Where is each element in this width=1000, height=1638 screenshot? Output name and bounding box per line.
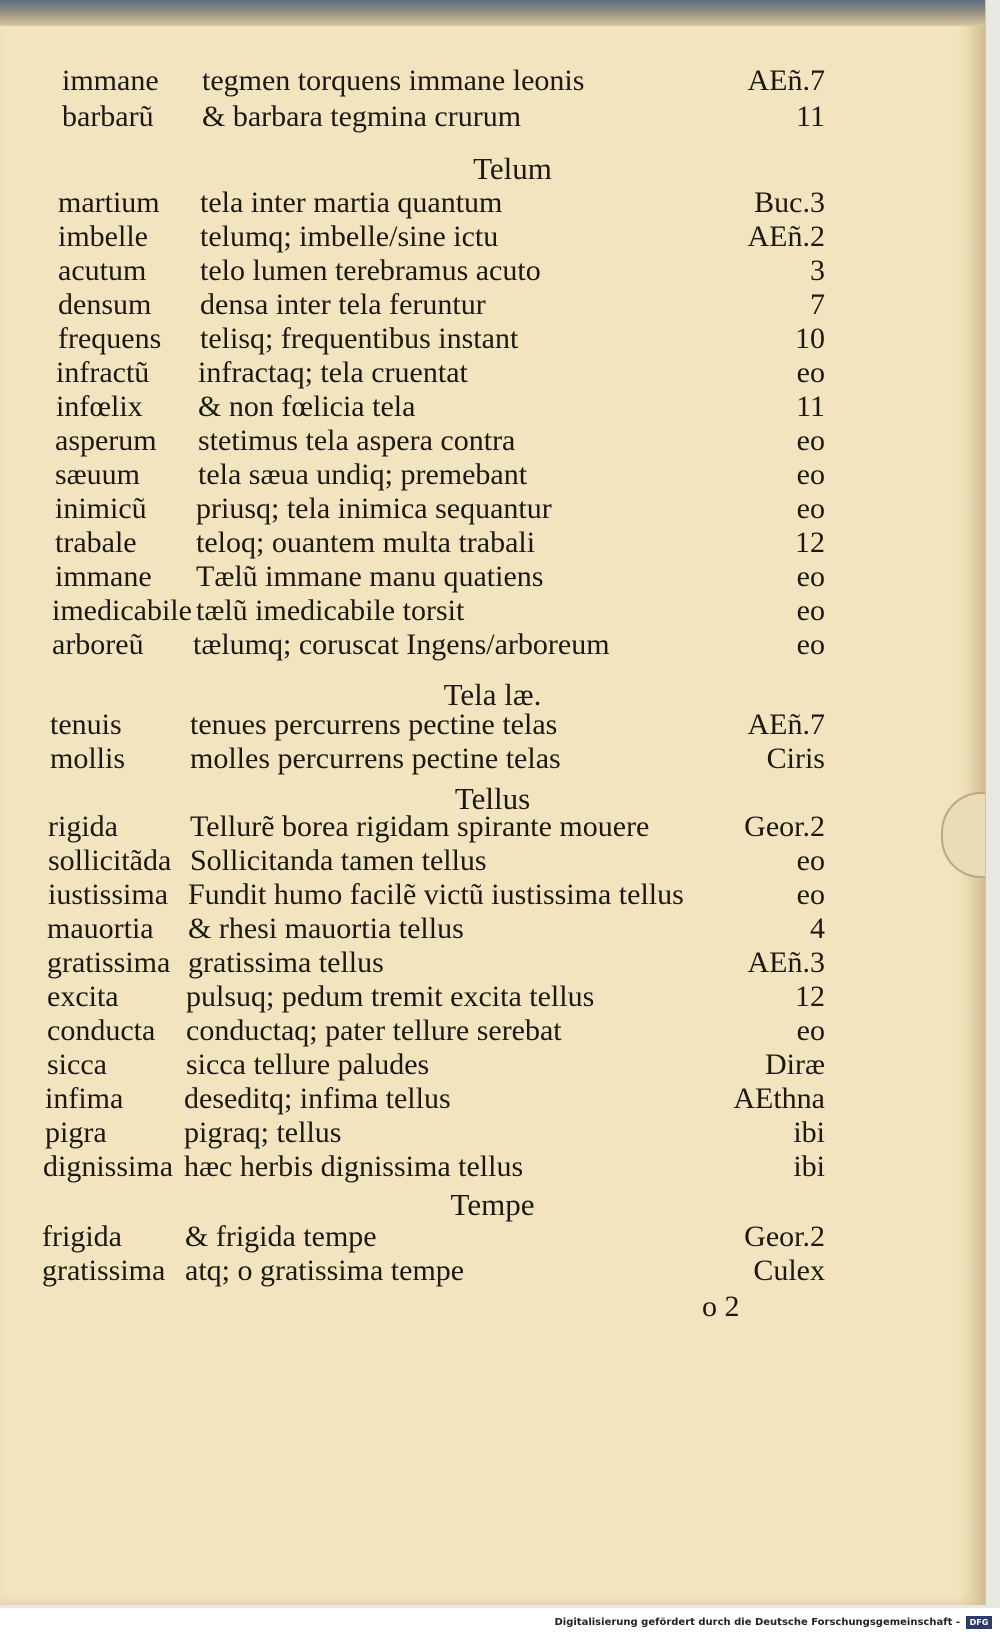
entry-row <box>0 1148 985 1186</box>
entry-row <box>0 1218 985 1256</box>
entry-headword: immane <box>62 64 159 97</box>
entry-quotation: tegmen torquens immane leonis <box>202 64 585 97</box>
entry-row <box>0 706 985 744</box>
entry-reference: eo <box>796 628 825 661</box>
entry-headword: imedicabile <box>52 594 192 627</box>
entry-quotation: stetimus tela aspera contra <box>198 424 516 457</box>
entry-row <box>0 320 985 358</box>
entry-quotation: tælũ imedicabile torsit <box>196 594 465 627</box>
entry-headword: inimicũ <box>55 492 147 525</box>
entry-row <box>0 456 985 494</box>
entry-reference: 4 <box>810 912 825 945</box>
entry-row <box>0 1252 985 1290</box>
entry-quotation: telo lumen terebramus acuto <box>200 254 541 287</box>
entry-reference: ibi <box>793 1116 825 1149</box>
entry-row <box>0 1046 985 1084</box>
entry-reference: eo <box>796 1014 825 1047</box>
entry-quotation: tela sæua undiq; premebant <box>198 458 528 491</box>
signature-mark: o 2 <box>702 1290 740 1323</box>
entry-row <box>0 62 985 100</box>
entry-reference: eo <box>796 844 825 877</box>
section-heading: Tela læ. <box>443 677 542 712</box>
entry-headword: sicca <box>47 1048 107 1081</box>
entry-headword: gratissima <box>47 946 171 979</box>
entry-quotation: tælumq; coruscat Ingens/arboreum <box>193 628 610 661</box>
entry-reference: 11 <box>796 100 825 133</box>
entry-quotation: molles percurrens pectine telas <box>190 742 561 775</box>
entry-reference: AEñ.2 <box>747 220 825 253</box>
entry-row <box>0 876 985 914</box>
entry-headword: rigida <box>48 810 118 843</box>
entry-row <box>0 422 985 460</box>
entry-headword: immane <box>55 560 152 593</box>
entry-reference: AEñ.7 <box>747 64 825 97</box>
entry-headword: martium <box>58 186 160 219</box>
entry-row <box>0 218 985 256</box>
entry-row <box>0 286 985 324</box>
entry-row <box>0 978 985 1016</box>
entry-quotation: conductaq; pater tellure serebat <box>186 1014 562 1047</box>
entry-reference: eo <box>796 594 825 627</box>
entry-headword: mauortia <box>47 912 154 945</box>
entry-quotation: Sollicitanda tamen tellus <box>190 844 487 877</box>
entry-reference: eo <box>796 356 825 389</box>
entry-quotation: teloq; ouantem multa trabali <box>196 526 536 559</box>
entry-headword: pigra <box>45 1116 107 1149</box>
entry-row <box>0 910 985 948</box>
section-heading: Telum <box>473 151 552 186</box>
entry-headword: sæuum <box>55 458 141 491</box>
entry-reference: 10 <box>795 322 825 355</box>
entry-row <box>0 808 985 846</box>
entry-headword: infœlix <box>56 390 143 423</box>
entry-quotation: tela inter martia quantum <box>200 186 503 219</box>
entry-reference: Culex <box>753 1254 825 1287</box>
entry-quotation: telisq; frequentibus instant <box>200 322 519 355</box>
entry-quotation: Fundit humo facilẽ victũ iustissima tellus <box>188 878 684 911</box>
entry-quotation: infractaq; tela cruentat <box>198 356 468 389</box>
entry-reference: eo <box>796 458 825 491</box>
entry-quotation: tenues percurrens pectine telas <box>190 708 558 741</box>
entry-reference: Ciris <box>766 742 825 775</box>
entry-reference: eo <box>796 424 825 457</box>
signature-line <box>0 1288 985 1326</box>
entry-row <box>0 1080 985 1118</box>
entry-quotation: gratissima tellus <box>188 946 384 979</box>
entry-reference: Diræ <box>765 1048 825 1081</box>
entry-row <box>0 1114 985 1152</box>
entry-headword: excita <box>47 980 119 1013</box>
entry-quotation: Tellurẽ borea rigidam spirante mouere <box>190 810 650 843</box>
entry-quotation: hæc herbis dignissima tellus <box>184 1150 524 1183</box>
dfg-logo: DFG <box>966 1616 992 1629</box>
entry-quotation: & barbara tegmina crurum <box>202 100 522 133</box>
footer-credit: Digitalisierung gefördert durch die Deutsche Forschungsgemeinschaft - <box>554 1617 960 1628</box>
entry-headword: infima <box>45 1082 124 1115</box>
page-top-edge <box>0 0 985 26</box>
entry-row <box>0 98 985 136</box>
entry-reference: 12 <box>795 526 825 559</box>
entry-reference: 7 <box>810 288 825 321</box>
entry-row <box>0 944 985 982</box>
entry-headword: frigida <box>42 1220 122 1253</box>
entry-row <box>0 558 985 596</box>
entry-row <box>0 388 985 426</box>
entry-quotation: & frigida tempe <box>185 1220 377 1253</box>
entry-row <box>0 354 985 392</box>
entry-row <box>0 524 985 562</box>
entry-quotation: telumq; imbelle/sine ictu <box>200 220 499 253</box>
entry-reference: Geor.2 <box>744 810 825 843</box>
entry-quotation: deseditq; infima tellus <box>184 1082 451 1115</box>
entry-row <box>0 1012 985 1050</box>
entry-quotation: & rhesi mauortia tellus <box>188 912 464 945</box>
entry-row <box>0 842 985 880</box>
section-heading: Tempe <box>450 1187 535 1222</box>
entry-headword: mollis <box>50 742 126 775</box>
entry-reference: 11 <box>796 390 825 423</box>
entry-quotation: atq; o gratissima tempe <box>185 1254 465 1287</box>
entry-row <box>0 490 985 528</box>
entry-reference: AEñ.3 <box>747 946 825 979</box>
entry-reference: ibi <box>793 1150 825 1183</box>
entry-reference: 12 <box>795 980 825 1013</box>
entry-quotation: priusq; tela inimica sequantur <box>196 492 552 525</box>
entry-quotation: sicca tellure paludes <box>186 1048 430 1081</box>
entry-row <box>0 184 985 222</box>
entry-headword: acutum <box>58 254 147 287</box>
entry-headword: dignissima <box>43 1150 174 1183</box>
entry-reference: AEthna <box>733 1082 825 1115</box>
entry-reference: AEñ.7 <box>747 708 825 741</box>
entry-row <box>0 740 985 778</box>
entry-headword: asperum <box>55 424 157 457</box>
section-heading: Tellus <box>454 781 531 816</box>
entry-headword: iustissima <box>48 878 169 911</box>
entry-headword: gratissima <box>42 1254 166 1287</box>
entry-headword: densum <box>58 288 152 321</box>
entry-reference: Geor.2 <box>744 1220 825 1253</box>
entry-row <box>0 626 985 664</box>
entry-headword: conducta <box>47 1014 156 1047</box>
entry-headword: imbelle <box>58 220 148 253</box>
entry-row <box>0 592 985 630</box>
entry-headword: trabale <box>55 526 137 559</box>
entry-reference: 3 <box>810 254 825 287</box>
entry-headword: frequens <box>58 322 162 355</box>
entry-quotation: pulsuq; pedum tremit excita tellus <box>186 980 595 1013</box>
entry-reference: Buc.3 <box>754 186 825 219</box>
entry-headword: tenuis <box>50 708 122 741</box>
entry-reference: eo <box>796 560 825 593</box>
footer-bar <box>0 1608 1000 1638</box>
entry-quotation: Tælũ immane manu quatiens <box>196 560 544 593</box>
entry-row <box>0 252 985 290</box>
entry-quotation: densa inter tela feruntur <box>200 288 486 321</box>
entry-headword: infractũ <box>56 356 150 389</box>
entry-quotation: & non fœlicia tela <box>198 390 416 423</box>
entry-reference: eo <box>796 492 825 525</box>
entry-reference: eo <box>796 878 825 911</box>
entry-headword: barbarũ <box>62 100 154 133</box>
entry-headword: arboreũ <box>52 628 144 661</box>
entry-headword: sollicitãda <box>48 844 172 877</box>
entry-quotation: pigraq; tellus <box>184 1116 342 1149</box>
